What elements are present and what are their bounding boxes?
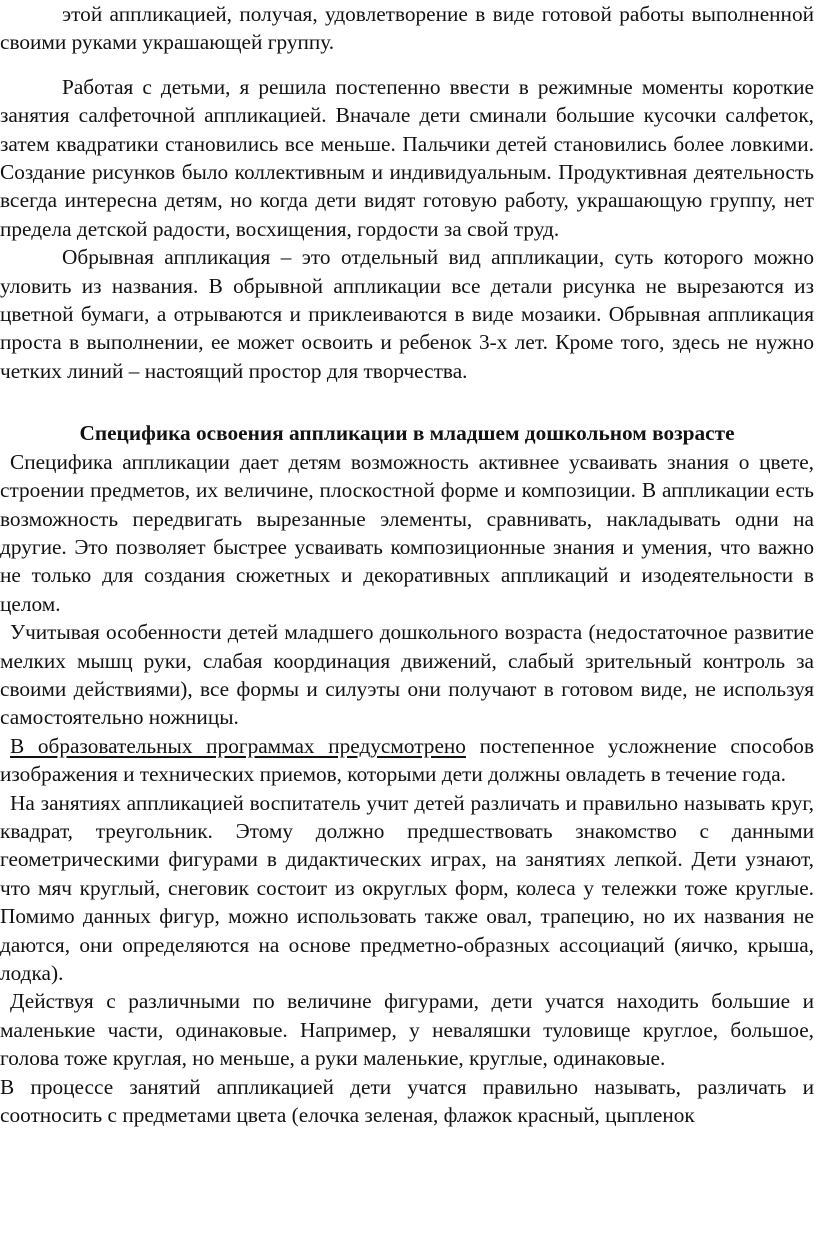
paragraph-6-rest: постепенное усложнение способов изображения и технических приемов, которыми дети должны овладеть в течение года. bbox=[0, 733, 815, 787]
section-heading: Специфика освоения аппликации в младшем дошкольном возрасте bbox=[79, 421, 735, 446]
paragraph-1: этой аппликацией, получая, удовлетворение в виде готовой работы выполненной своими руками украшающей группу. bbox=[0, 2, 814, 55]
paragraph-4: Специфика аппликации дает детям возможность активнее усваивать знания о цвете, строении предметов, их величине, плоскостной форме и композиции. В аппликации есть возможность передвигать вырезанные элементы, сравнивать, накладывать одни на другие. Это позволяет быстрее усваивать композиционные знания и умения, что важно не только для создания сюжетных и декоративных аппликаций и изодеятельности в целом. bbox=[0, 449, 814, 616]
paragraph-3: Обрывная аппликация – это отдельный вид аппликации, суть которого можно уловить из названия. В обрывной аппликации все детали рисунка не вырезаются из цветной бумаги, а отрываются и приклеиваются в виде мозаики. Обрывная аппликация проста в выполнении, ее может освоить и ребенок 3-х лет. Кроме того, здесь не нужно четких линий – настоящий простор для творчества. bbox=[0, 245, 814, 383]
paragraph-5: Учитывая особенности детей младшего дошкольного возраста (недостаточное развитие мелких мышц руки, слабая координация движений, слабый зрительный контроль за своими действиями), все формы и силуэты они получают в готовом виде, не используя самостоятельно ножницы. bbox=[0, 620, 814, 730]
paragraph-8: Действуя с различными по величине фигурами, дети учатся находить большие и маленькие части, одинаковые. Например, у неваляшки туловище круглое, большое, голова тоже круглая, но меньше, а руки маленькие, круглые, одинаковые. bbox=[0, 989, 814, 1071]
paragraph-7: На занятиях аппликацией воспитатель учит детей различать и правильно называть круг, квадрат, треугольник. Этому должно предшествовать знакомство с данными геометрическими фигурами в дидактических играх, на занятиях лепкой. Дети узнают, что мяч круглый, снеговик состоит из округлых форм, колеса у тележки тоже круглые. Помимо данных фигур, можно использовать также овал, трапецию, но их названия не даются, они определяются на основе предметно-образных ассоциаций (яичко, крыша, лодка). bbox=[0, 790, 814, 985]
underlined-phrase: В образовательных программах предусмотрено bbox=[10, 733, 466, 758]
paragraph-9: В процессе занятий аппликацией дети учатся правильно называть, различать и соотносить с предметами цвета (елочка зеленая, флажок красный, цыпленок bbox=[0, 1074, 814, 1128]
paragraph-6 bbox=[0, 732, 814, 789]
paragraph-2: Работая с детьми, я решила постепенно ввести в режимные моменты короткие занятия салфеточной аппликацией. Вначале дети сминали большие кусочки салфеток, затем квадратики становились все меньше. Пальчики детей становились более ловкими. Создание рисунков было коллективным и индивидуальным. Продуктивная деятельность всегда интересна детям, но когда дети видят готовую работу, украшающую группу, нет предела детской радости, восхищения, гордости за свой труд. bbox=[0, 74, 814, 241]
